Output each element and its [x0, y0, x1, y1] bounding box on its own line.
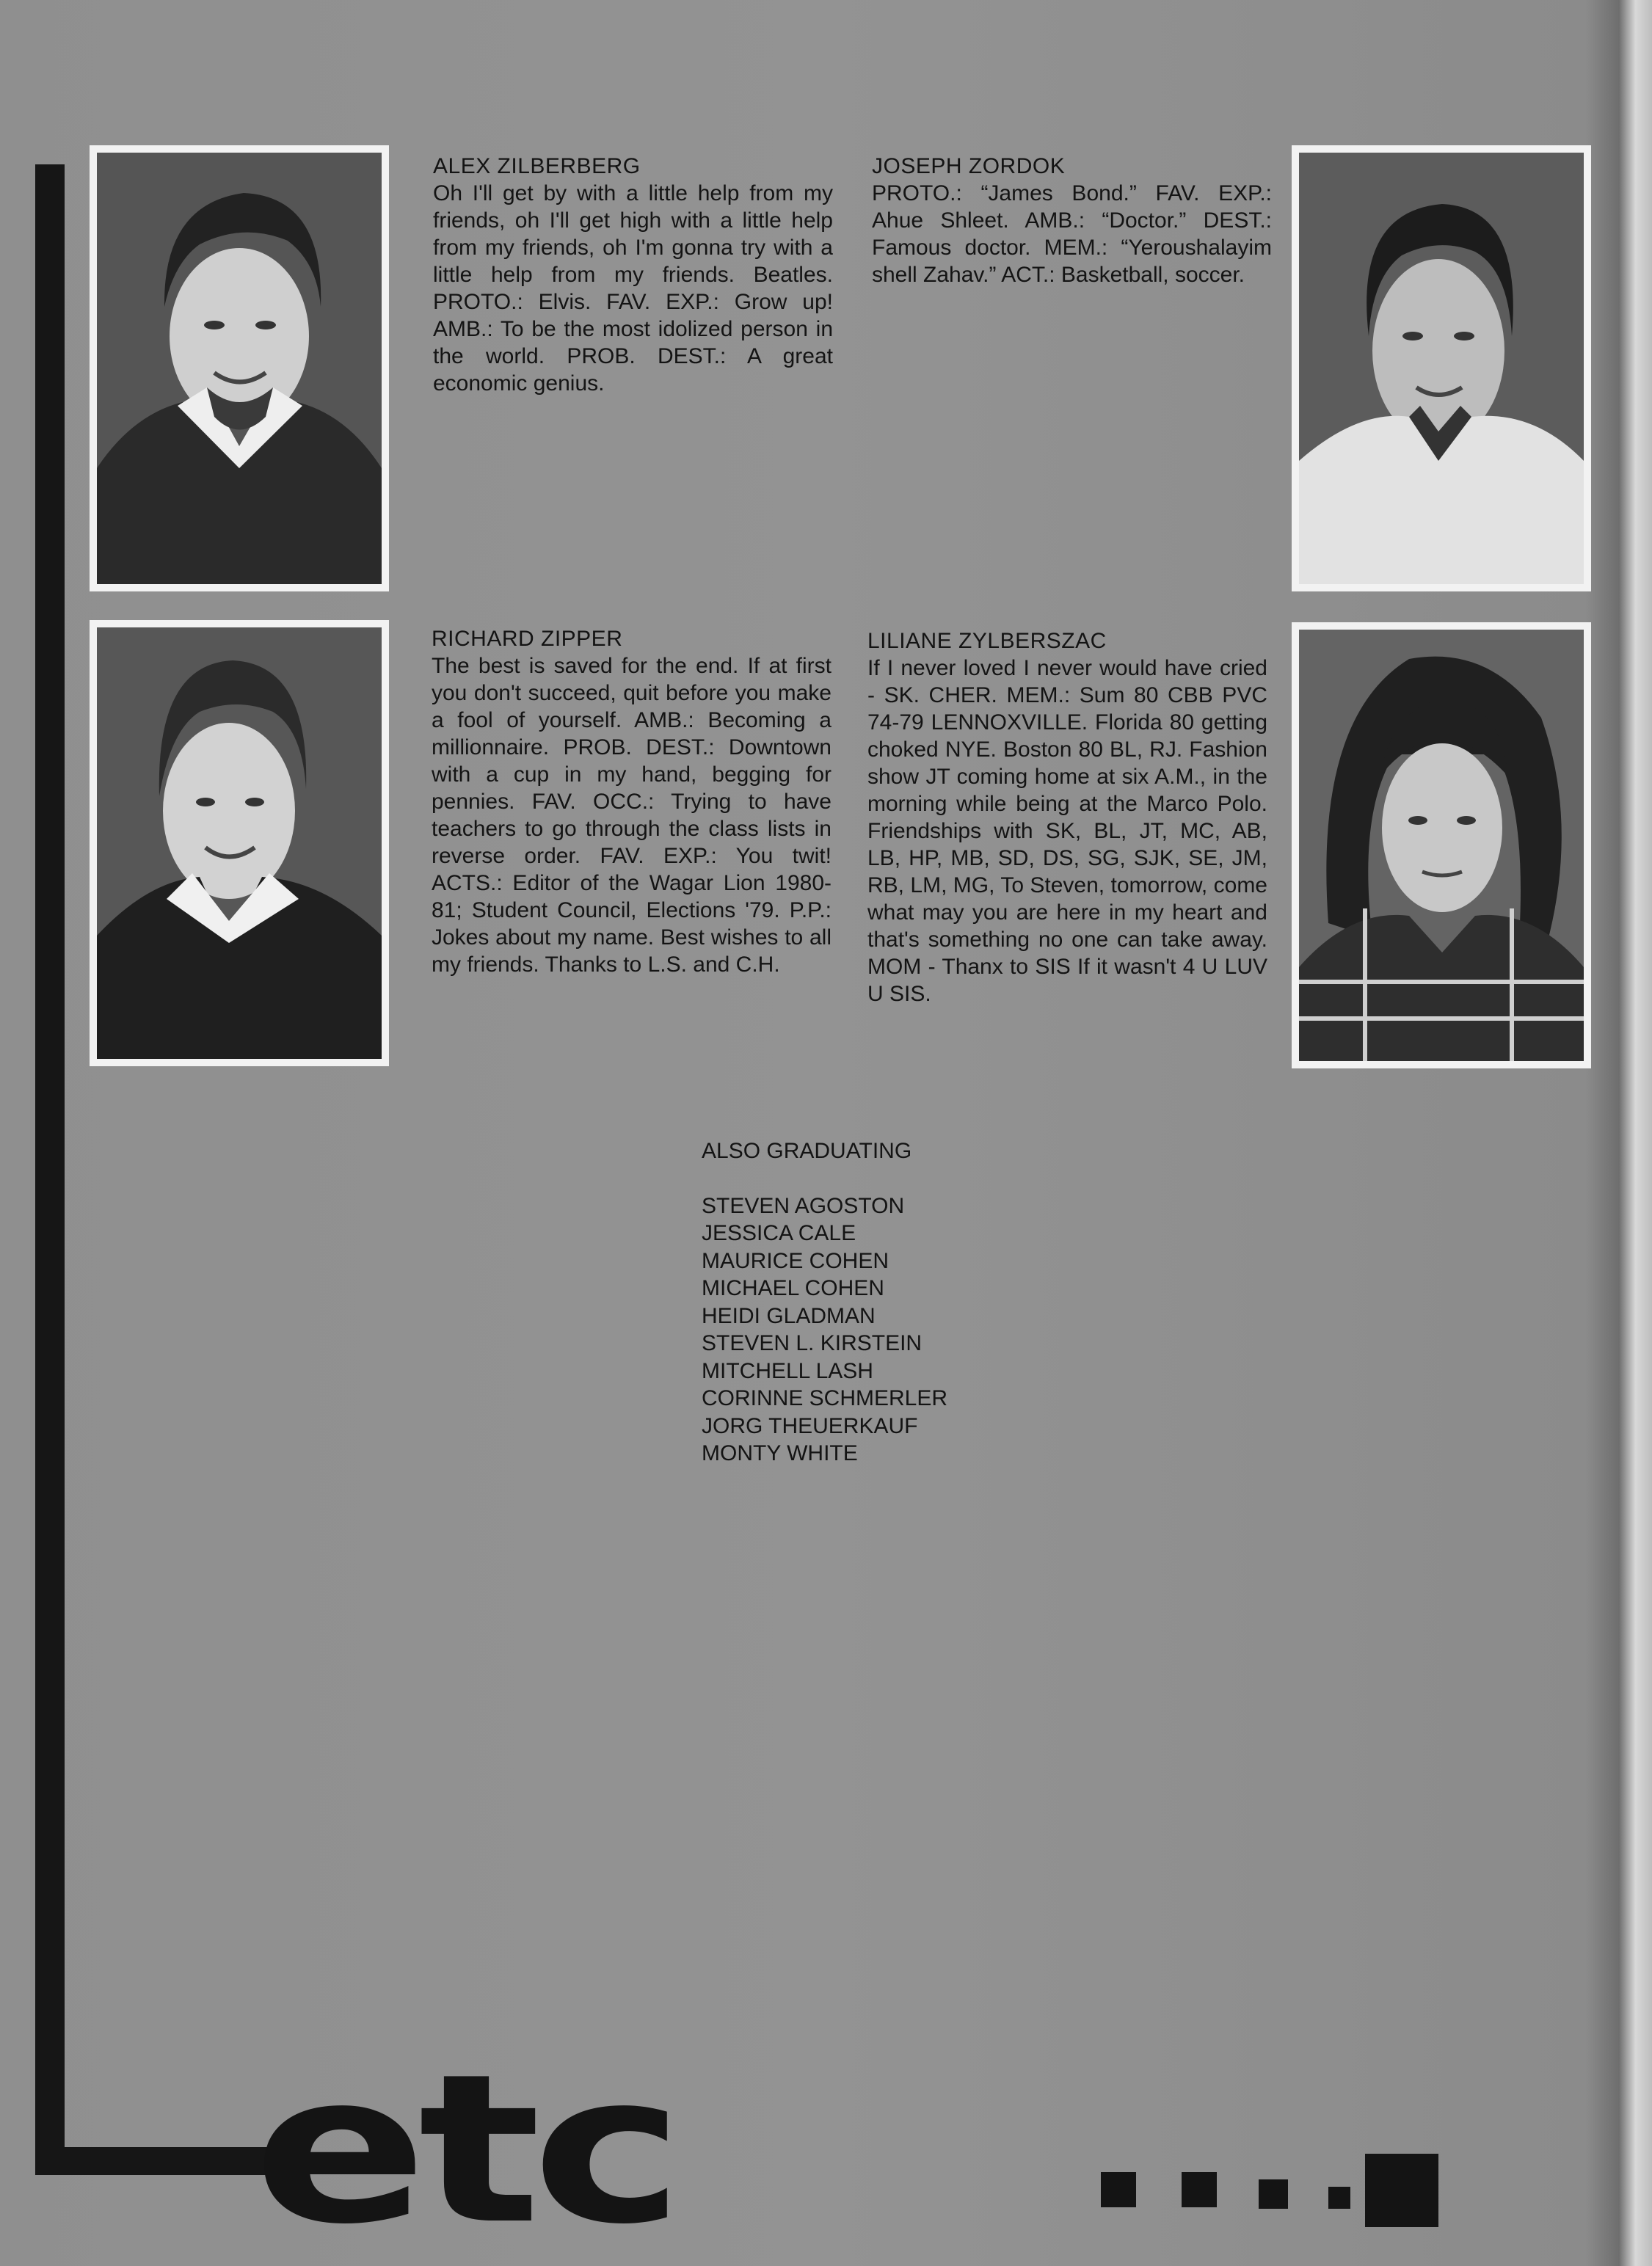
etc-title: etc	[253, 2030, 675, 2266]
student-bio-joseph	[872, 153, 1272, 288]
ellipsis-dot	[1328, 2187, 1350, 2209]
student-bio-text: The best is saved for the end. If at first you don't succeed, quit before you make a fool of yourself. AMB.: Becoming a millionnaire. PROB. DEST.: Downtown with a cup in my hand, begging for pennies. FAV. OCC.: Trying to have teachers to go through the class lists in reverse order. FAV. EXP.: You twit! ACTS.: Editor of the Wagar Lion 1980-81; Student Council, Elections '79. P.P.: Jokes about my name. Best wishes to all my friends. Thanks to L.S. and C.H.	[432, 654, 832, 977]
also-graduating-list	[702, 1192, 947, 1468]
student-name: RICHARD ZIPPER	[432, 627, 623, 651]
student-name: JOSEPH ZORDOK	[872, 154, 1066, 178]
graduate-name: MITCHELL LASH	[702, 1358, 873, 1383]
graduate-name: STEVEN AGOSTON	[702, 1193, 905, 1218]
portrait-image	[1299, 630, 1584, 1061]
portrait-photo-joseph	[1292, 145, 1591, 591]
ellipsis-dot	[1259, 2179, 1288, 2209]
student-bio-text: PROTO.: “James Bond.” FAV. EXP.: Ahue Shleet. AMB.: “Doctor.” DEST.: Famous doctor. MEM.: “Yeroushalayim shell Zahav.” ACT.: Basketball, soccer.	[872, 181, 1272, 287]
portrait-photo-liliane	[1292, 622, 1591, 1068]
portrait-image	[97, 153, 382, 584]
student-bio-richard	[432, 625, 832, 978]
also-graduating-heading: ALSO GRADUATING	[702, 1139, 912, 1163]
portrait-illustration	[97, 153, 382, 584]
student-bio-text: If I never loved I never would have cried - SK. CHER. MEM.: Sum 80 CBB PVC 74-79 LENNOXVILLE. Florida 80 getting choked NYE. Boston 80 BL, RJ. Fashion show JT coming home at six A.M., in the morning while being at the Marco Polo. Friendships with SK, BL, JT, MC, AB, LB, HP, MB, SD, DS, SG, SJK, SE, JM, RB, LM, MG, To Steven, tomorrow, come what may you are here in my heart and that's something no one can take away. MOM - Thanx to SIS If it wasn't 4 U LUV U SIS.	[867, 656, 1267, 1006]
graduate-name: JORG THEUERKAUF	[702, 1413, 918, 1438]
letter-l-vertical-stroke	[35, 164, 65, 2175]
student-name: ALEX ZILBERBERG	[433, 154, 641, 178]
student-bio-alex	[433, 153, 833, 397]
portrait-image	[97, 627, 382, 1059]
student-bio-text: Oh I'll get by with a little help from my friends, oh I'll get high with a little help from my friends, oh I'm gonna try with a little help from my friends. Beatles. PROTO.: Elvis. FAV. EXP.: Grow up! AMB.: To be the most idolized person in the world. PROB. DEST.: A great economic genius.	[433, 181, 833, 396]
student-name: LILIANE ZYLBERSZAC	[867, 629, 1107, 653]
portrait-photo-richard	[90, 620, 389, 1066]
portrait-illustration	[97, 627, 382, 1059]
ending-block	[1365, 2154, 1438, 2227]
graduate-name: MICHAEL COHEN	[702, 1276, 884, 1300]
graduate-name: MAURICE COHEN	[702, 1248, 889, 1273]
portrait-illustration	[1299, 630, 1584, 1061]
also-graduating-section	[702, 1137, 947, 1468]
ellipsis-dot	[1101, 2172, 1136, 2207]
graduate-name: STEVEN L. KIRSTEIN	[702, 1331, 923, 1355]
ellipsis-dot	[1182, 2172, 1217, 2207]
portrait-illustration	[1299, 153, 1584, 584]
graduate-name: JESSICA CALE	[702, 1221, 856, 1245]
portrait-photo-alex	[90, 145, 389, 591]
student-bio-liliane	[867, 627, 1267, 1008]
portrait-image	[1299, 153, 1584, 584]
graduate-name: HEIDI GLADMAN	[702, 1303, 876, 1328]
graduate-name: CORINNE SCHMERLER	[702, 1386, 948, 1410]
graduate-name: MONTY WHITE	[702, 1441, 858, 1465]
letter-l-horizontal-stroke	[35, 2147, 285, 2175]
